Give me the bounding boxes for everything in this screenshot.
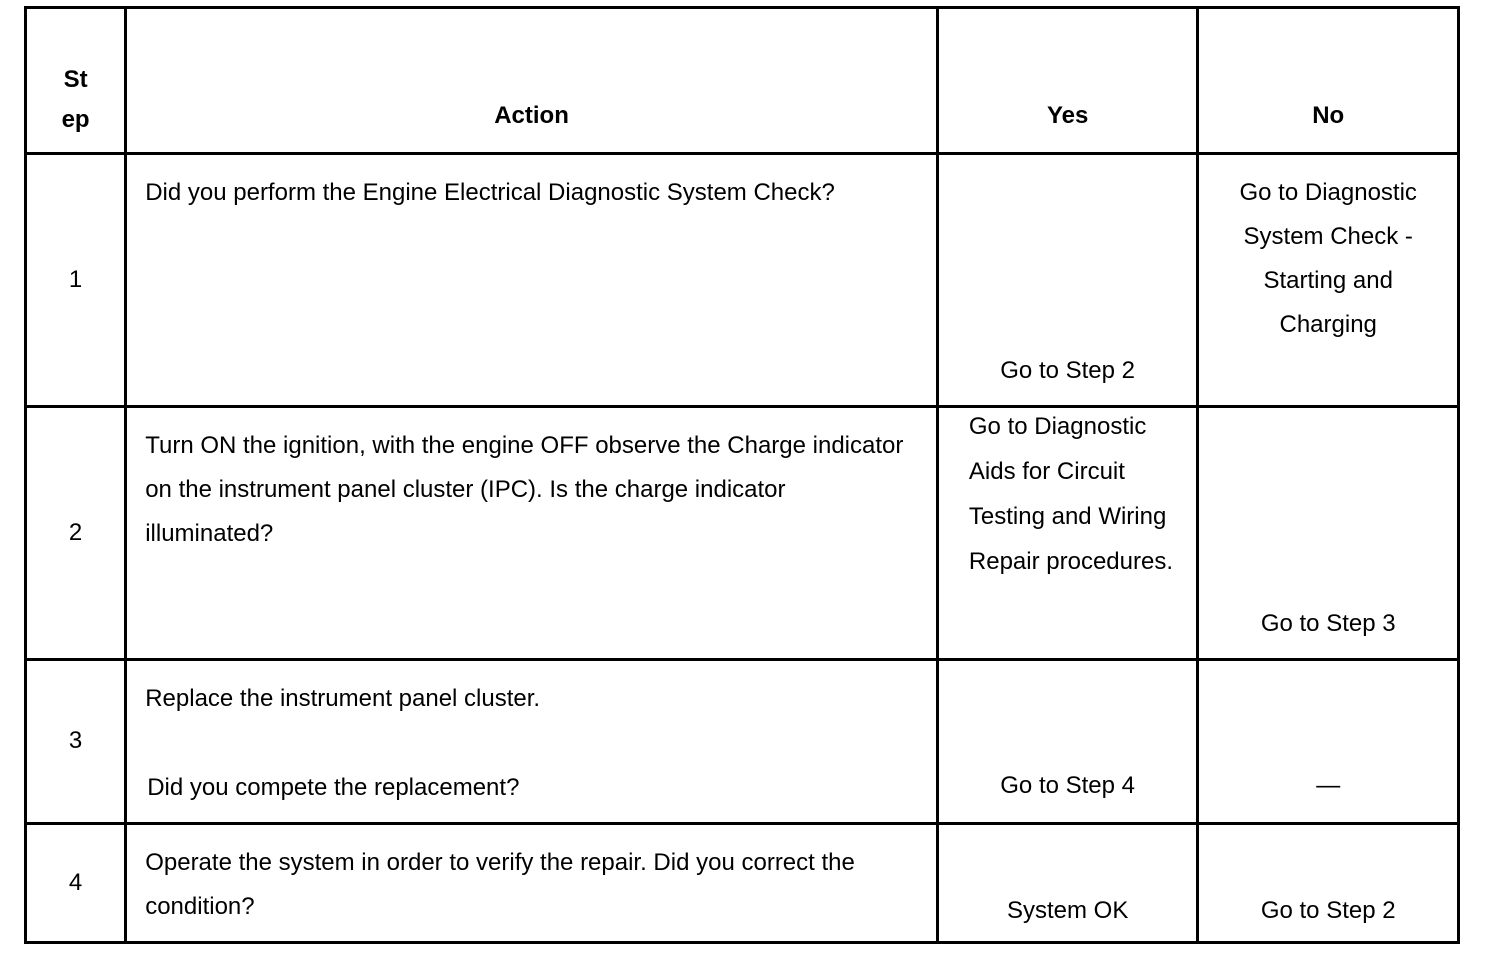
step-number: 1 <box>26 153 126 406</box>
table-header-row <box>26 8 1459 154</box>
no-cell <box>1198 823 1459 942</box>
action-cell <box>126 406 938 659</box>
action-text: Did you perform the Engine Electrical Diagnostic System Check? <box>145 178 835 206</box>
table-row <box>26 153 1459 406</box>
yes-text: Go to Step 4 <box>1000 771 1136 799</box>
no-text: Go to Diagnostic System Check - Starting and Charging <box>1239 178 1417 338</box>
yes-text: Go to Step 2 <box>1000 356 1136 384</box>
yes-cell <box>937 406 1198 659</box>
action-text: Replace the instrument panel cluster. <box>145 684 541 712</box>
step-number: 2 <box>26 406 126 659</box>
no-text: Go to Step 2 <box>1260 897 1396 924</box>
no-cell <box>1198 406 1459 659</box>
action-cell <box>126 659 938 823</box>
header-action: Action <box>126 8 938 154</box>
table-row <box>26 823 1459 942</box>
no-text: Go to Step 3 <box>1260 609 1396 637</box>
no-text: — <box>1316 771 1341 799</box>
header-step: St ep <box>26 8 126 154</box>
header-yes: Yes <box>937 8 1198 154</box>
action-question: Did you compete the replacement? <box>147 773 520 801</box>
action-text: Turn ON the ignition, with the engine OFF observe the Charge indicator on the instrument panel cluster (IPC). Is the charge indicator illuminated? <box>145 431 904 547</box>
step-number: 3 <box>26 659 126 823</box>
yes-cell <box>937 823 1198 942</box>
yes-cell <box>937 659 1198 823</box>
action-cell <box>126 153 938 406</box>
diagnostic-table <box>24 6 1460 944</box>
action-text: Operate the system in order to verify the repair. Did you correct the condition? <box>145 848 855 920</box>
yes-cell <box>937 153 1198 406</box>
yes-text: Go to Diagnostic Aids for Circuit Testing and Wiring Repair procedures. <box>968 412 1173 575</box>
action-cell <box>126 823 938 942</box>
table-row <box>26 406 1459 659</box>
no-cell <box>1198 153 1459 406</box>
yes-text: System OK <box>1006 897 1129 924</box>
no-cell <box>1198 659 1459 823</box>
step-number: 4 <box>26 823 126 942</box>
table-row <box>26 659 1459 823</box>
header-no: No <box>1198 8 1459 154</box>
